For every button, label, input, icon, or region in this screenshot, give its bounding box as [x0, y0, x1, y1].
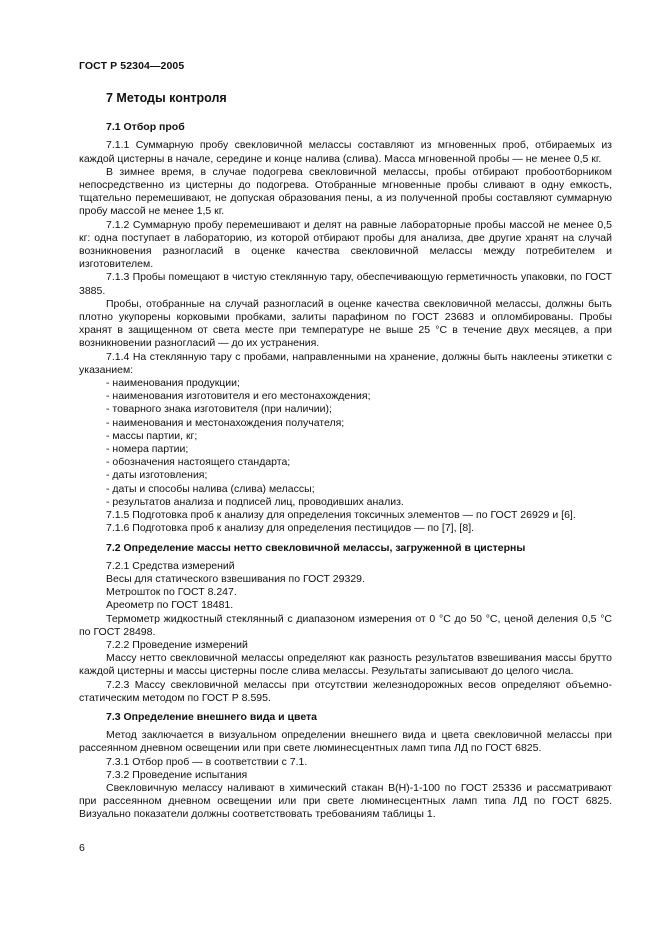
subsection-7-2 — [79, 542, 612, 705]
paragraph: Ареометр по ГОСТ 18481. — [106, 599, 234, 612]
paragraph: Метод заключается в визуальном определении внешнего вида и цвета свекловичной мелассы при рассеянном дневном освещении или при свете люминесцентных ламп типа ЛД по ГОСТ 6825. — [79, 729, 612, 755]
paragraph: 7.1.5 Подготовка проб к анализу для определения токсичных элементов — по ГОСТ 26929 и [6]. — [106, 509, 576, 522]
list-item: - наименования и местонахождения получателя; — [106, 416, 345, 429]
list-item: - результатов анализа и подписей лиц, проводивших анализ. — [106, 495, 404, 508]
list-item: - товарного знака изготовителя (при наличии); — [106, 403, 332, 416]
paragraph: Термометр жидкостный стеклянный с диапазоном измерения от 0 °С до 50 °С, ценой деления 0,5 °С по ГОСТ 28498. — [79, 612, 612, 638]
list-item: - номера партии; — [106, 443, 189, 456]
list-item: - даты и способы налива (слива) мелассы; — [106, 482, 315, 495]
paragraph: В зимнее время, в случае подогрева свекловичной мелассы, пробы отбирают пробоотборником непосредственно из цистерны до подогрева. Отобранные мгновенные пробы сливают в одну емкость, тщательно перемешивают, не допуская образования пены, а из полученной пробы составляют суммарную пробу массой не менее 1,5 кг. — [79, 165, 612, 218]
subsection-7-3 — [79, 711, 612, 822]
paragraph: 7.1.3 Пробы помещают в чистую стеклянную тару, обеспечивающую герметичность упаковки, по ГОСТ 3885. — [79, 271, 612, 297]
paragraph: Массу нетто свекловичной мелассы определяют как разность результатов взвешивания массы брутто каждой цистерны и массы цистерны после слива мелассы. Результаты записывают до целого числа. — [79, 652, 612, 678]
paragraph: Пробы, отобранные на случай разногласий в оценке качества свекловичной мелассы, должны быть плотно укупорены корковыми пробками, залиты парафином по ГОСТ 23683 и опломбированы. Пробы хранят в защищенном от света месте при температуре не выше 25 °С в течение двух месяцев, а при возникновении разногласий — до их устранения. — [79, 297, 612, 350]
document-header: ГОСТ Р 52304—2005 — [79, 60, 185, 72]
paragraph: 7.3.1 Отбор проб — в соответствии с 7.1. — [106, 755, 308, 768]
page-number: 6 — [79, 842, 85, 854]
subsection-title: 7.3 Определение внешнего вида и цвета — [106, 710, 317, 723]
paragraph: 7.1.4 На стеклянную тару с пробами, направленными на хранение, должны быть наклеены этикетки с указанием: — [79, 350, 612, 376]
list-item: - даты изготовления; — [106, 469, 208, 482]
list-item: - наименования продукции; — [106, 377, 240, 390]
paragraph: 7.1.6 Подготовка проб к анализу для определения пестицидов — по [7], [8]. — [106, 522, 475, 535]
label-requirements-list — [79, 377, 612, 509]
list-item: - массы партии, кг; — [106, 429, 198, 442]
paragraph: 7.1.2 Суммарную пробу перемешивают и делят на равные лабораторные пробы массой не менее 0,5 кг: одна поступает в лабораторию, из которой отбирают пробы для анализа, две другие хранят на случай возникновения разногласий в оценке качества свекловичной мелассы между потребителем и изготовителем. — [79, 218, 612, 271]
paragraph: 7.2.2 Проведение измерений — [106, 638, 248, 651]
paragraph: 7.3.2 Проведение испытания — [106, 768, 248, 781]
paragraph: 7.2.3 Массу свекловичной мелассы при отсутствии железнодорожных весов определяют объемно-статическим методом по ГОСТ Р 8.595. — [79, 678, 612, 704]
subsection-title: 7.2 Определение массы нетто свекловичной мелассы, загруженной в цистерны — [106, 541, 526, 554]
paragraph: Весы для статического взвешивания по ГОСТ 29329. — [106, 572, 365, 585]
document-body — [79, 92, 612, 828]
paragraph: Метрошток по ГОСТ 8.247. — [106, 586, 237, 599]
section-title: 7 Методы контроля — [106, 91, 227, 105]
subsection-7-1 — [79, 121, 612, 535]
list-item: - обозначения настоящего стандарта; — [106, 456, 291, 469]
paragraph: 7.1.1 Суммарную пробу свекловичной мелассы составляют из мгновенных проб, отбираемых из каждой цистерны в начале, середине и конце налива (слива). Масса мгновенной пробы — не менее 0,5 кг. — [79, 139, 612, 165]
subsection-title: 7.1 Отбор проб — [106, 121, 185, 134]
paragraph: 7.2.1 Средства измерений — [106, 559, 235, 572]
paragraph: Свекловичную мелассу наливают в химический стакан В(Н)-1-100 по ГОСТ 25336 и рассматривают при рассеянном дневном освещении или при свете люминесцентных ламп типа ЛД по ГОСТ 6825. Визуально показатели должны соответствовать требованиям таблицы 1. — [79, 781, 612, 821]
list-item: - наименования изготовителя и его местонахождения; — [106, 390, 371, 403]
